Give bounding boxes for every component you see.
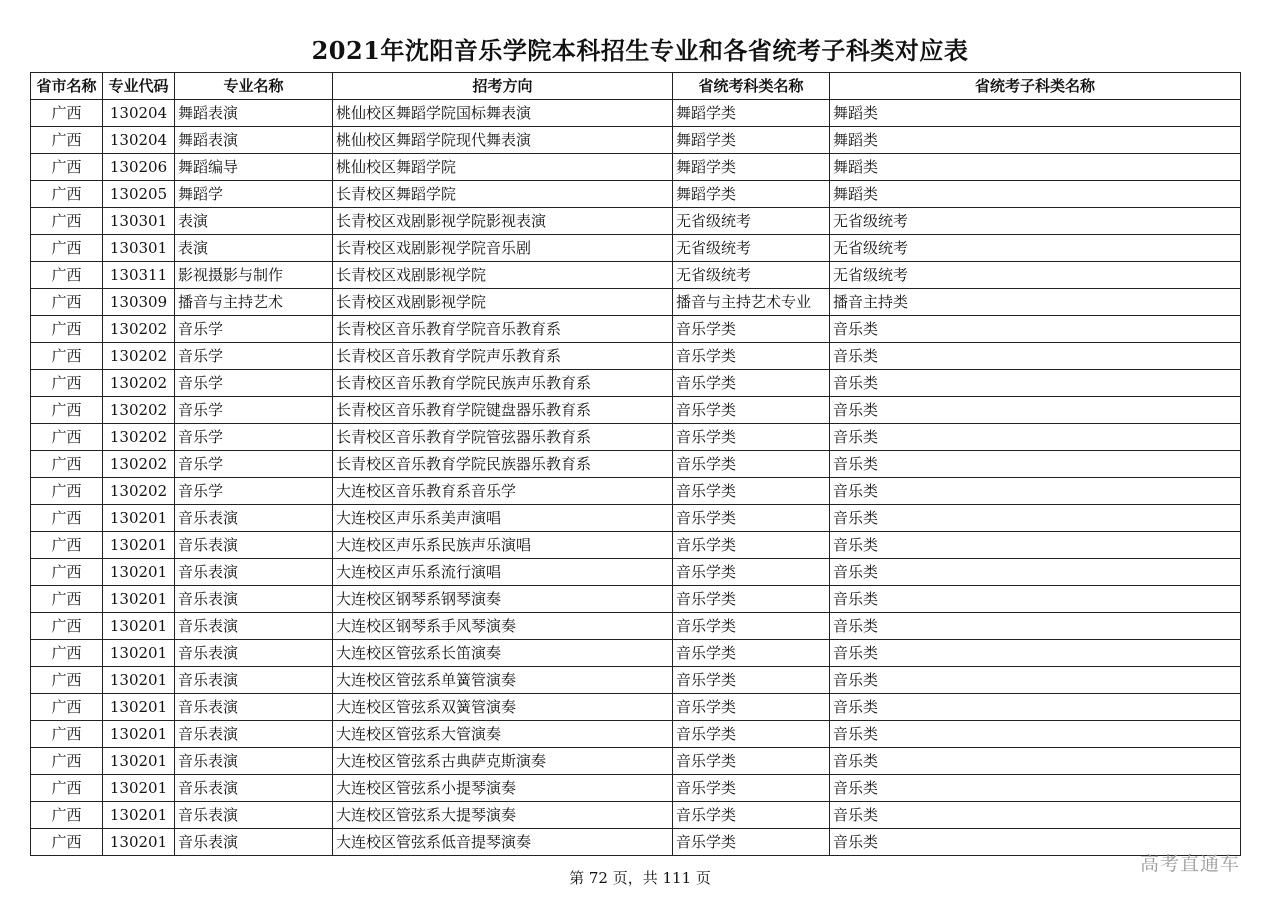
major-code-cell: 130201	[103, 640, 175, 667]
table-row	[31, 154, 1241, 181]
direction-cell: 长青校区戏剧影视学院	[333, 289, 673, 316]
exam-category-cell: 音乐学类	[673, 613, 830, 640]
table-row	[31, 127, 1241, 154]
table-row	[31, 370, 1241, 397]
exam-category-cell: 音乐学类	[673, 370, 830, 397]
province-cell: 广西	[31, 829, 103, 856]
table-row	[31, 424, 1241, 451]
exam-subcategory-cell: 音乐类	[830, 775, 1241, 802]
major-name-cell: 音乐表演	[175, 532, 333, 559]
major-name-cell: 表演	[175, 235, 333, 262]
major-name-cell: 播音与主持艺术	[175, 289, 333, 316]
major-code-cell: 130201	[103, 829, 175, 856]
table-row	[31, 451, 1241, 478]
major-code-cell: 130202	[103, 343, 175, 370]
major-name-cell: 音乐表演	[175, 775, 333, 802]
direction-cell: 大连校区声乐系民族声乐演唱	[333, 532, 673, 559]
exam-subcategory-cell: 音乐类	[830, 802, 1241, 829]
exam-category-cell: 舞蹈学类	[673, 154, 830, 181]
major-code-cell: 130204	[103, 127, 175, 154]
major-code-cell: 130201	[103, 505, 175, 532]
exam-subcategory-cell: 舞蹈类	[830, 181, 1241, 208]
province-cell: 广西	[31, 397, 103, 424]
major-code-cell: 130202	[103, 451, 175, 478]
table-row	[31, 316, 1241, 343]
exam-subcategory-cell: 音乐类	[830, 586, 1241, 613]
province-cell: 广西	[31, 262, 103, 289]
direction-cell: 大连校区音乐教育系音乐学	[333, 478, 673, 505]
direction-cell: 长青校区音乐教育学院管弦器乐教育系	[333, 424, 673, 451]
exam-subcategory-cell: 音乐类	[830, 424, 1241, 451]
province-cell: 广西	[31, 667, 103, 694]
exam-category-cell: 音乐学类	[673, 532, 830, 559]
province-cell: 广西	[31, 694, 103, 721]
direction-cell: 长青校区戏剧影视学院	[333, 262, 673, 289]
major-name-cell: 音乐学	[175, 451, 333, 478]
direction-cell: 大连校区管弦系大管演奏	[333, 721, 673, 748]
province-cell: 广西	[31, 154, 103, 181]
province-cell: 广西	[31, 316, 103, 343]
major-code-cell: 130202	[103, 316, 175, 343]
major-code-cell: 130205	[103, 181, 175, 208]
exam-subcategory-cell: 音乐类	[830, 478, 1241, 505]
province-cell: 广西	[31, 100, 103, 127]
watermark-text: 高考直通车	[1140, 853, 1241, 875]
province-cell: 广西	[31, 370, 103, 397]
exam-category-cell: 音乐学类	[673, 505, 830, 532]
province-cell: 广西	[31, 478, 103, 505]
major-name-cell: 舞蹈编导	[175, 154, 333, 181]
exam-subcategory-cell: 音乐类	[830, 343, 1241, 370]
major-name-cell: 音乐表演	[175, 559, 333, 586]
major-code-cell: 130201	[103, 586, 175, 613]
direction-cell: 桃仙校区舞蹈学院	[333, 154, 673, 181]
exam-category-cell: 无省级统考	[673, 208, 830, 235]
exam-category-cell: 舞蹈学类	[673, 181, 830, 208]
direction-cell: 大连校区声乐系流行演唱	[333, 559, 673, 586]
province-cell: 广西	[31, 775, 103, 802]
direction-cell: 大连校区钢琴系手风琴演奏	[333, 613, 673, 640]
province-cell: 广西	[31, 640, 103, 667]
exam-category-cell: 音乐学类	[673, 802, 830, 829]
major-code-cell: 130201	[103, 775, 175, 802]
major-name-cell: 音乐表演	[175, 505, 333, 532]
exam-category-cell: 音乐学类	[673, 451, 830, 478]
major-code-cell: 130202	[103, 478, 175, 505]
exam-category-cell: 音乐学类	[673, 775, 830, 802]
table-header-row	[31, 73, 1241, 100]
direction-cell: 大连校区管弦系长笛演奏	[333, 640, 673, 667]
major-name-cell: 音乐表演	[175, 802, 333, 829]
major-code-cell: 130301	[103, 235, 175, 262]
major-name-cell: 影视摄影与制作	[175, 262, 333, 289]
direction-cell: 长青校区音乐教育学院声乐教育系	[333, 343, 673, 370]
exam-category-cell: 音乐学类	[673, 829, 830, 856]
province-cell: 广西	[31, 721, 103, 748]
exam-category-cell: 无省级统考	[673, 262, 830, 289]
table-row	[31, 667, 1241, 694]
direction-cell: 桃仙校区舞蹈学院国标舞表演	[333, 100, 673, 127]
major-name-cell: 音乐表演	[175, 640, 333, 667]
province-cell: 广西	[31, 235, 103, 262]
direction-cell: 长青校区音乐教育学院键盘器乐教育系	[333, 397, 673, 424]
province-cell: 广西	[31, 559, 103, 586]
table-row	[31, 640, 1241, 667]
exam-category-cell: 音乐学类	[673, 721, 830, 748]
direction-cell: 桃仙校区舞蹈学院现代舞表演	[333, 127, 673, 154]
major-code-cell: 130202	[103, 370, 175, 397]
major-code-cell: 130201	[103, 721, 175, 748]
major-name-cell: 舞蹈表演	[175, 100, 333, 127]
exam-subcategory-cell: 舞蹈类	[830, 154, 1241, 181]
exam-subcategory-cell: 音乐类	[830, 748, 1241, 775]
table-row	[31, 289, 1241, 316]
major-code-cell: 130206	[103, 154, 175, 181]
major-name-cell: 音乐表演	[175, 829, 333, 856]
table-row	[31, 505, 1241, 532]
major-code-cell: 130204	[103, 100, 175, 127]
exam-category-cell: 音乐学类	[673, 343, 830, 370]
province-cell: 广西	[31, 748, 103, 775]
page-title: 2021年沈阳音乐学院本科招生专业和各省统考子科类对应表	[311, 36, 969, 65]
province-cell: 广西	[31, 451, 103, 478]
direction-cell: 大连校区管弦系小提琴演奏	[333, 775, 673, 802]
exam-subcategory-cell: 音乐类	[830, 694, 1241, 721]
exam-subcategory-cell: 音乐类	[830, 640, 1241, 667]
direction-cell: 长青校区舞蹈学院	[333, 181, 673, 208]
exam-subcategory-cell: 音乐类	[830, 316, 1241, 343]
major-name-cell: 音乐表演	[175, 613, 333, 640]
exam-subcategory-cell: 音乐类	[830, 505, 1241, 532]
direction-cell: 长青校区音乐教育学院民族声乐教育系	[333, 370, 673, 397]
major-name-cell: 音乐表演	[175, 694, 333, 721]
major-name-cell: 舞蹈表演	[175, 127, 333, 154]
exam-category-cell: 音乐学类	[673, 694, 830, 721]
major-code-cell: 130201	[103, 559, 175, 586]
exam-subcategory-cell: 无省级统考	[830, 235, 1241, 262]
major-code-cell: 130201	[103, 532, 175, 559]
major-code-cell: 130201	[103, 802, 175, 829]
major-name-cell: 音乐学	[175, 478, 333, 505]
table-row	[31, 532, 1241, 559]
exam-category-cell: 舞蹈学类	[673, 127, 830, 154]
province-cell: 广西	[31, 424, 103, 451]
province-cell: 广西	[31, 181, 103, 208]
page-number: 第 72 页，共 111 页	[569, 869, 711, 887]
major-code-cell: 130201	[103, 613, 175, 640]
major-name-cell: 音乐学	[175, 316, 333, 343]
major-name-cell: 音乐表演	[175, 667, 333, 694]
direction-cell: 长青校区音乐教育学院民族器乐教育系	[333, 451, 673, 478]
table-row	[31, 343, 1241, 370]
table-row	[31, 802, 1241, 829]
exam-category-cell: 音乐学类	[673, 667, 830, 694]
province-cell: 广西	[31, 802, 103, 829]
direction-cell: 长青校区戏剧影视学院影视表演	[333, 208, 673, 235]
direction-cell: 大连校区管弦系单簧管演奏	[333, 667, 673, 694]
major-name-cell: 音乐学	[175, 370, 333, 397]
major-name-cell: 舞蹈学	[175, 181, 333, 208]
header-direction: 招考方向	[333, 73, 673, 100]
exam-category-cell: 音乐学类	[673, 640, 830, 667]
province-cell: 广西	[31, 505, 103, 532]
header-major-code: 专业代码	[103, 73, 175, 100]
exam-category-cell: 音乐学类	[673, 424, 830, 451]
table-row	[31, 235, 1241, 262]
exam-subcategory-cell: 播音主持类	[830, 289, 1241, 316]
table-row	[31, 748, 1241, 775]
major-code-cell: 130202	[103, 424, 175, 451]
province-cell: 广西	[31, 289, 103, 316]
major-code-cell: 130311	[103, 262, 175, 289]
province-cell: 广西	[31, 613, 103, 640]
table-row	[31, 478, 1241, 505]
table-row	[31, 586, 1241, 613]
table-row	[31, 559, 1241, 586]
exam-category-cell: 音乐学类	[673, 478, 830, 505]
exam-category-cell: 舞蹈学类	[673, 100, 830, 127]
exam-subcategory-cell: 音乐类	[830, 559, 1241, 586]
header-exam-subcategory: 省统考子科类名称	[830, 73, 1241, 100]
major-name-cell: 音乐表演	[175, 748, 333, 775]
exam-subcategory-cell: 音乐类	[830, 532, 1241, 559]
exam-category-cell: 音乐学类	[673, 316, 830, 343]
major-code-cell: 130201	[103, 694, 175, 721]
exam-subcategory-cell: 音乐类	[830, 370, 1241, 397]
major-category-table	[30, 72, 1241, 856]
major-name-cell: 音乐学	[175, 343, 333, 370]
direction-cell: 大连校区管弦系低音提琴演奏	[333, 829, 673, 856]
exam-category-cell: 音乐学类	[673, 586, 830, 613]
header-exam-category: 省统考科类名称	[673, 73, 830, 100]
major-code-cell: 130301	[103, 208, 175, 235]
table-row	[31, 829, 1241, 856]
exam-category-cell: 音乐学类	[673, 397, 830, 424]
major-code-cell: 130201	[103, 748, 175, 775]
exam-subcategory-cell: 无省级统考	[830, 262, 1241, 289]
table-row	[31, 721, 1241, 748]
header-province: 省市名称	[31, 73, 103, 100]
direction-cell: 长青校区戏剧影视学院音乐剧	[333, 235, 673, 262]
province-cell: 广西	[31, 127, 103, 154]
direction-cell: 长青校区音乐教育学院音乐教育系	[333, 316, 673, 343]
province-cell: 广西	[31, 343, 103, 370]
province-cell: 广西	[31, 586, 103, 613]
table-row	[31, 208, 1241, 235]
exam-subcategory-cell: 舞蹈类	[830, 127, 1241, 154]
table-row	[31, 262, 1241, 289]
table-row	[31, 694, 1241, 721]
exam-subcategory-cell: 音乐类	[830, 397, 1241, 424]
table-row	[31, 613, 1241, 640]
exam-subcategory-cell: 舞蹈类	[830, 100, 1241, 127]
exam-subcategory-cell: 音乐类	[830, 613, 1241, 640]
table-row	[31, 775, 1241, 802]
table-row	[31, 100, 1241, 127]
direction-cell: 大连校区钢琴系钢琴演奏	[333, 586, 673, 613]
exam-category-cell: 无省级统考	[673, 235, 830, 262]
exam-subcategory-cell: 音乐类	[830, 829, 1241, 856]
header-major-name: 专业名称	[175, 73, 333, 100]
major-name-cell: 音乐学	[175, 424, 333, 451]
major-code-cell: 130202	[103, 397, 175, 424]
exam-category-cell: 播音与主持艺术专业	[673, 289, 830, 316]
major-name-cell: 表演	[175, 208, 333, 235]
exam-category-cell: 音乐学类	[673, 748, 830, 775]
province-cell: 广西	[31, 532, 103, 559]
exam-subcategory-cell: 音乐类	[830, 451, 1241, 478]
table-body	[31, 100, 1241, 856]
major-name-cell: 音乐学	[175, 397, 333, 424]
table-row	[31, 397, 1241, 424]
direction-cell: 大连校区管弦系大提琴演奏	[333, 802, 673, 829]
exam-subcategory-cell: 音乐类	[830, 721, 1241, 748]
direction-cell: 大连校区声乐系美声演唱	[333, 505, 673, 532]
direction-cell: 大连校区管弦系双簧管演奏	[333, 694, 673, 721]
exam-subcategory-cell: 音乐类	[830, 667, 1241, 694]
exam-category-cell: 音乐学类	[673, 559, 830, 586]
major-name-cell: 音乐表演	[175, 586, 333, 613]
major-code-cell: 130201	[103, 667, 175, 694]
major-code-cell: 130309	[103, 289, 175, 316]
table-row	[31, 181, 1241, 208]
exam-subcategory-cell: 无省级统考	[830, 208, 1241, 235]
direction-cell: 大连校区管弦系古典萨克斯演奏	[333, 748, 673, 775]
major-name-cell: 音乐表演	[175, 721, 333, 748]
province-cell: 广西	[31, 208, 103, 235]
